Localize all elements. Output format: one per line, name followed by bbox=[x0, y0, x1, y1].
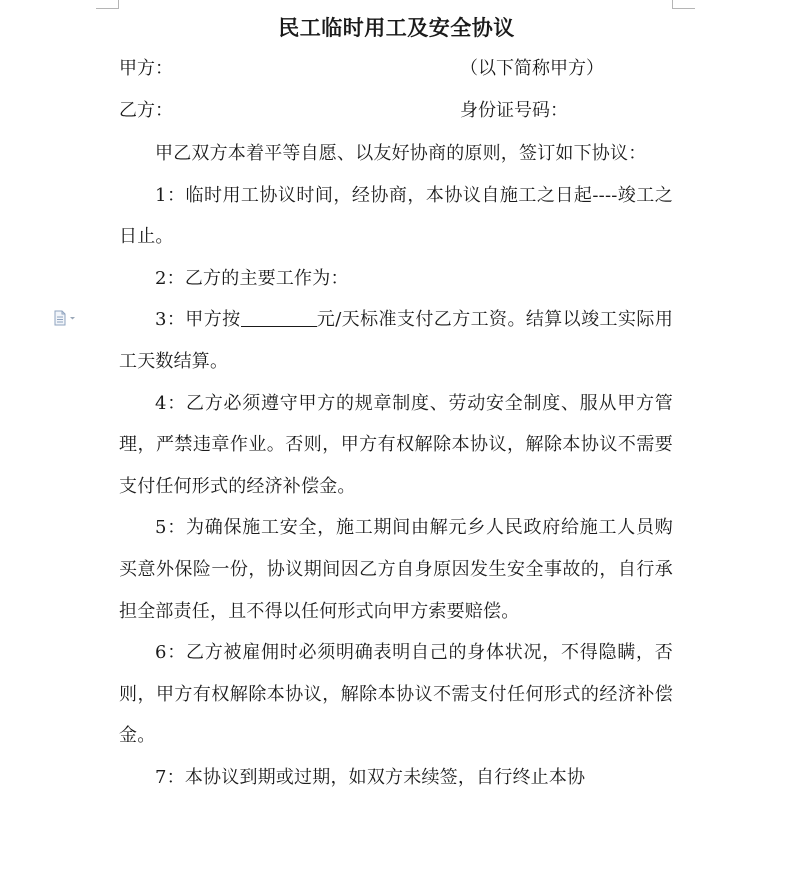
clause-5: 5：为确保施工安全，施工期间由解元乡人民政府给施工人员购买意外保险一份，协议期间因乙方自身原因发生安全事故的，自行承担全部责任，且不得以任何形式向甲方索要赔偿。 bbox=[119, 517, 673, 622]
paragraph-layout-icon[interactable] bbox=[53, 310, 79, 326]
clause-3-start: 3：甲方按 bbox=[155, 309, 241, 331]
clause-3-end: 元/天标准支付乙方工资。结算以竣工实际用工天数结算。 bbox=[119, 309, 674, 372]
crop-mark-top-left bbox=[96, 0, 119, 9]
party-a-label: 甲方： bbox=[119, 58, 173, 79]
document-title: 民工临时用工及安全协议 bbox=[278, 16, 515, 40]
party-b-id-label: 身份证号码： bbox=[460, 100, 568, 121]
intro-paragraph: 甲乙双方本着平等自愿、以友好协商的原则，签订如下协议： bbox=[155, 143, 647, 164]
party-b-row bbox=[119, 96, 679, 126]
crop-mark-top-right bbox=[672, 0, 695, 9]
clause-1: 1：临时用工协议时间，经协商，本协议自施工之日起----竣工之日止。 bbox=[119, 184, 673, 248]
clause-2: 2：乙方的主要工作为： bbox=[155, 267, 349, 289]
agreement-body bbox=[119, 133, 673, 799]
party-b-label: 乙方： bbox=[119, 100, 173, 121]
clause-7: 7：本协议到期或过期，如双方未续签，自行终止本协 bbox=[155, 766, 586, 788]
clause-4: 4：乙方必须遵守甲方的规章制度、劳动安全制度、服从甲方管理，严禁违章作业。否则，甲方有权解除本协议，解除本协议不需要支付任何形式的经济补偿金。 bbox=[119, 392, 673, 497]
party-a-row bbox=[119, 54, 679, 84]
clause-3 bbox=[119, 299, 673, 382]
party-a-note: （以下简称甲方） bbox=[460, 58, 604, 79]
clause-6: 6：乙方被雇佣时必须明确表明自己的身体状况，不得隐瞒，否则，甲方有权解除本协议，解除本协议不需支付任何形式的经济补偿金。 bbox=[119, 642, 673, 747]
wage-blank-line bbox=[241, 308, 317, 327]
